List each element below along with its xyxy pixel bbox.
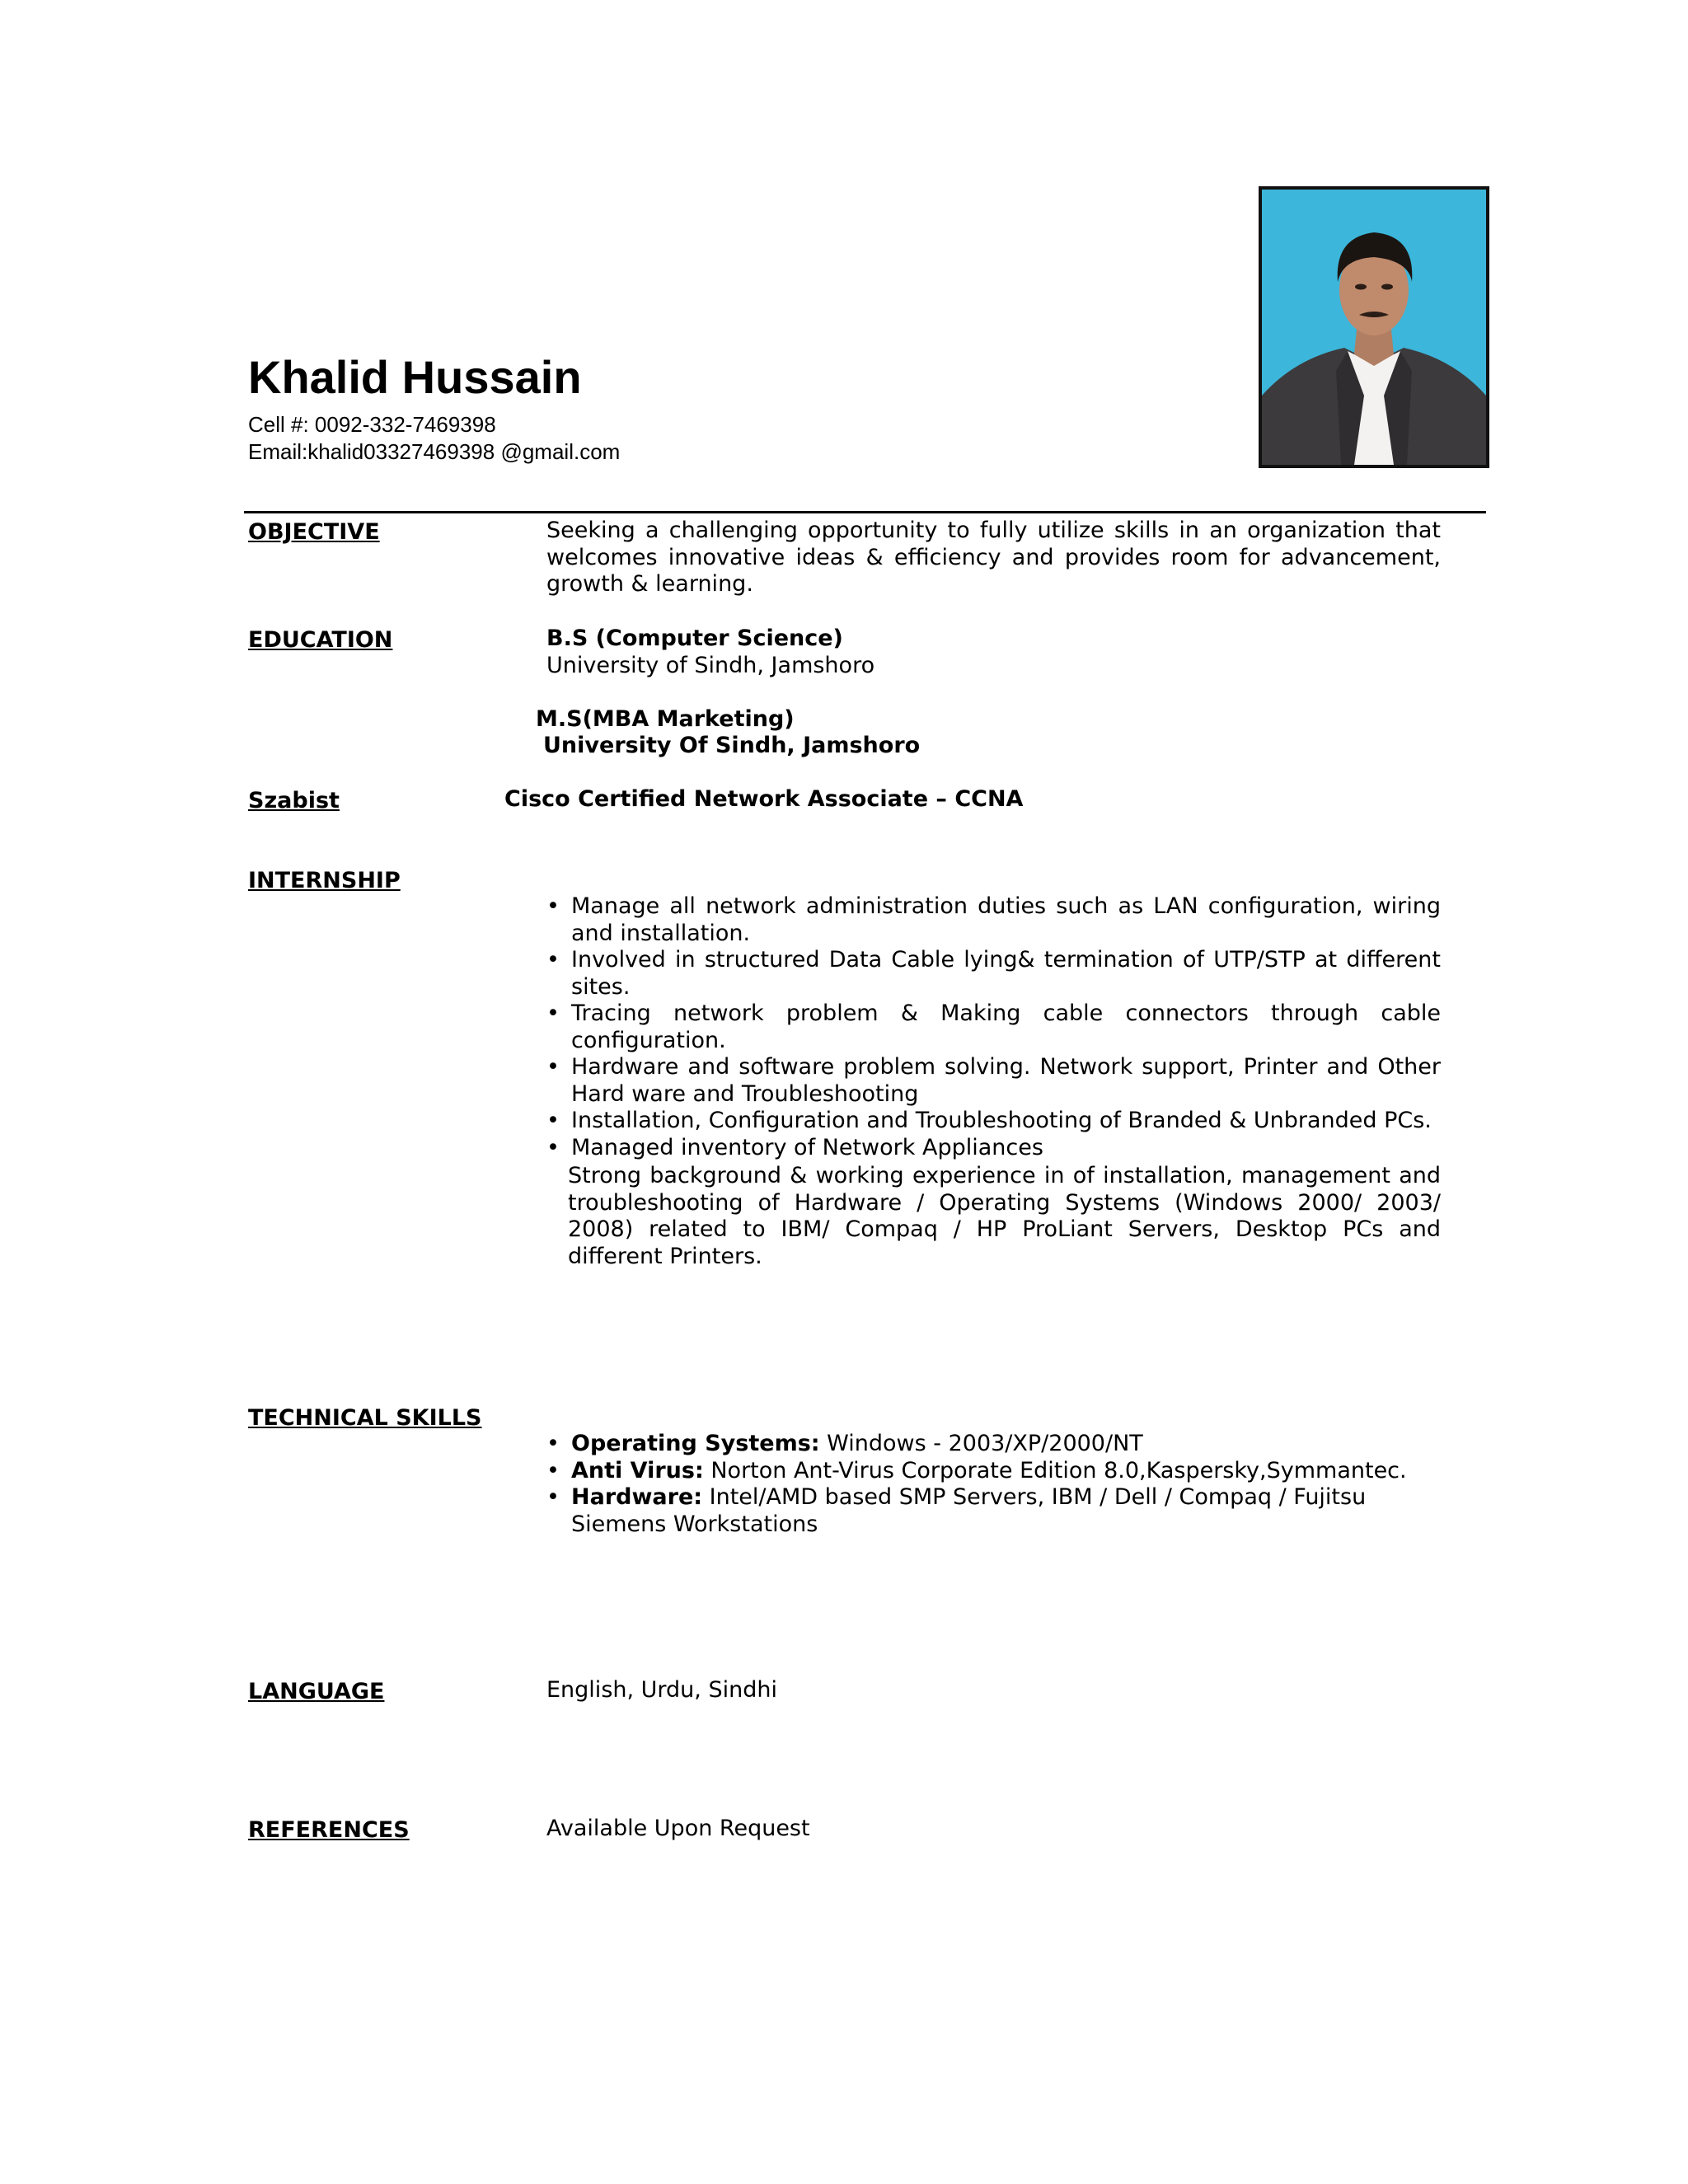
skill-key: Operating Systems: bbox=[571, 1431, 820, 1456]
degree-bs: B.S (Computer Science) bbox=[546, 626, 843, 651]
internship-item: • Installation, Configuration and Troubleshooting of Branded & Unbranded PCs. bbox=[546, 1108, 1441, 1135]
section-label-objective: OBJECTIVE bbox=[248, 519, 380, 545]
skill-item bbox=[546, 1431, 1441, 1458]
language-text: English, Urdu, Sindhi bbox=[546, 1677, 777, 1703]
degree-ms: M.S(MBA Marketing) bbox=[536, 706, 795, 732]
section-label-language: LANGUAGE bbox=[248, 1679, 385, 1704]
skill-value: Intel/AMD based SMP Servers, IBM / Dell / Compaq / Fujitsu Siemens Workstations bbox=[571, 1484, 1367, 1537]
internship-item: • Tracing network problem & Making cable connectors through cable configuration. bbox=[546, 1001, 1441, 1054]
section-label-education: EDUCATION bbox=[248, 627, 393, 653]
profile-photo bbox=[1259, 186, 1489, 468]
technical-skills-list bbox=[546, 1431, 1441, 1538]
skill-value: Norton Ant-Virus Corporate Edition 8.0,Kaspersky,Symmantec. bbox=[703, 1457, 1407, 1483]
internship-item: • Hardware and software problem solving. Network support, Printer and Other Hard ware and Troubleshooting bbox=[546, 1054, 1441, 1108]
email-address: Email:khalid03327469398 @gmail.com bbox=[248, 439, 621, 464]
references-text: Available Upon Request bbox=[546, 1816, 810, 1841]
internship-item: • Manage all network administration duties such as LAN configuration, wiring and installation. bbox=[546, 893, 1441, 947]
certification-ccna: Cisco Certified Network Associate – CCNA bbox=[504, 786, 1024, 812]
skill-key: Anti Virus: bbox=[571, 1457, 704, 1483]
skill-value: Windows - 2003/XP/2000/NT bbox=[819, 1431, 1143, 1456]
header-divider bbox=[244, 511, 1486, 513]
skill-item bbox=[546, 1458, 1441, 1485]
cell-number: Cell #: 0092-332-7469398 bbox=[248, 412, 496, 437]
objective-text: Seeking a challenging opportunity to fully utilize skills in an organization that welcomes innovative ideas & efficiency and provides room for advancement, growth & learning. bbox=[546, 518, 1441, 597]
school-ms: University Of Sindh, Jamshoro bbox=[543, 733, 921, 758]
candidate-name: Khalid Hussain bbox=[248, 351, 582, 403]
section-label-technical-skills: TECHNICAL SKILLS bbox=[248, 1405, 482, 1431]
section-label-internship: INTERNSHIP bbox=[248, 868, 401, 893]
school-bs: University of Sindh, Jamshoro bbox=[546, 653, 875, 678]
skill-item bbox=[546, 1484, 1395, 1538]
section-label-szabist: Szabist bbox=[248, 788, 340, 813]
internship-list bbox=[546, 893, 1441, 1161]
section-label-references: REFERENCES bbox=[248, 1817, 410, 1843]
skill-key: Hardware: bbox=[571, 1484, 703, 1510]
internship-item: • Involved in structured Data Cable lying& termination of UTP/STP at different sites. bbox=[546, 947, 1441, 1001]
internship-summary: Strong background & working experience in of installation, management and troubleshooting of Hardware / Operating Systems (Windows 2000/ 2003/ 2008) related to IBM/ Compaq / HP ProLiant Servers, Desktop PCs and different Printers. bbox=[568, 1163, 1441, 1269]
internship-item: • Managed inventory of Network Appliances bbox=[546, 1135, 1441, 1162]
